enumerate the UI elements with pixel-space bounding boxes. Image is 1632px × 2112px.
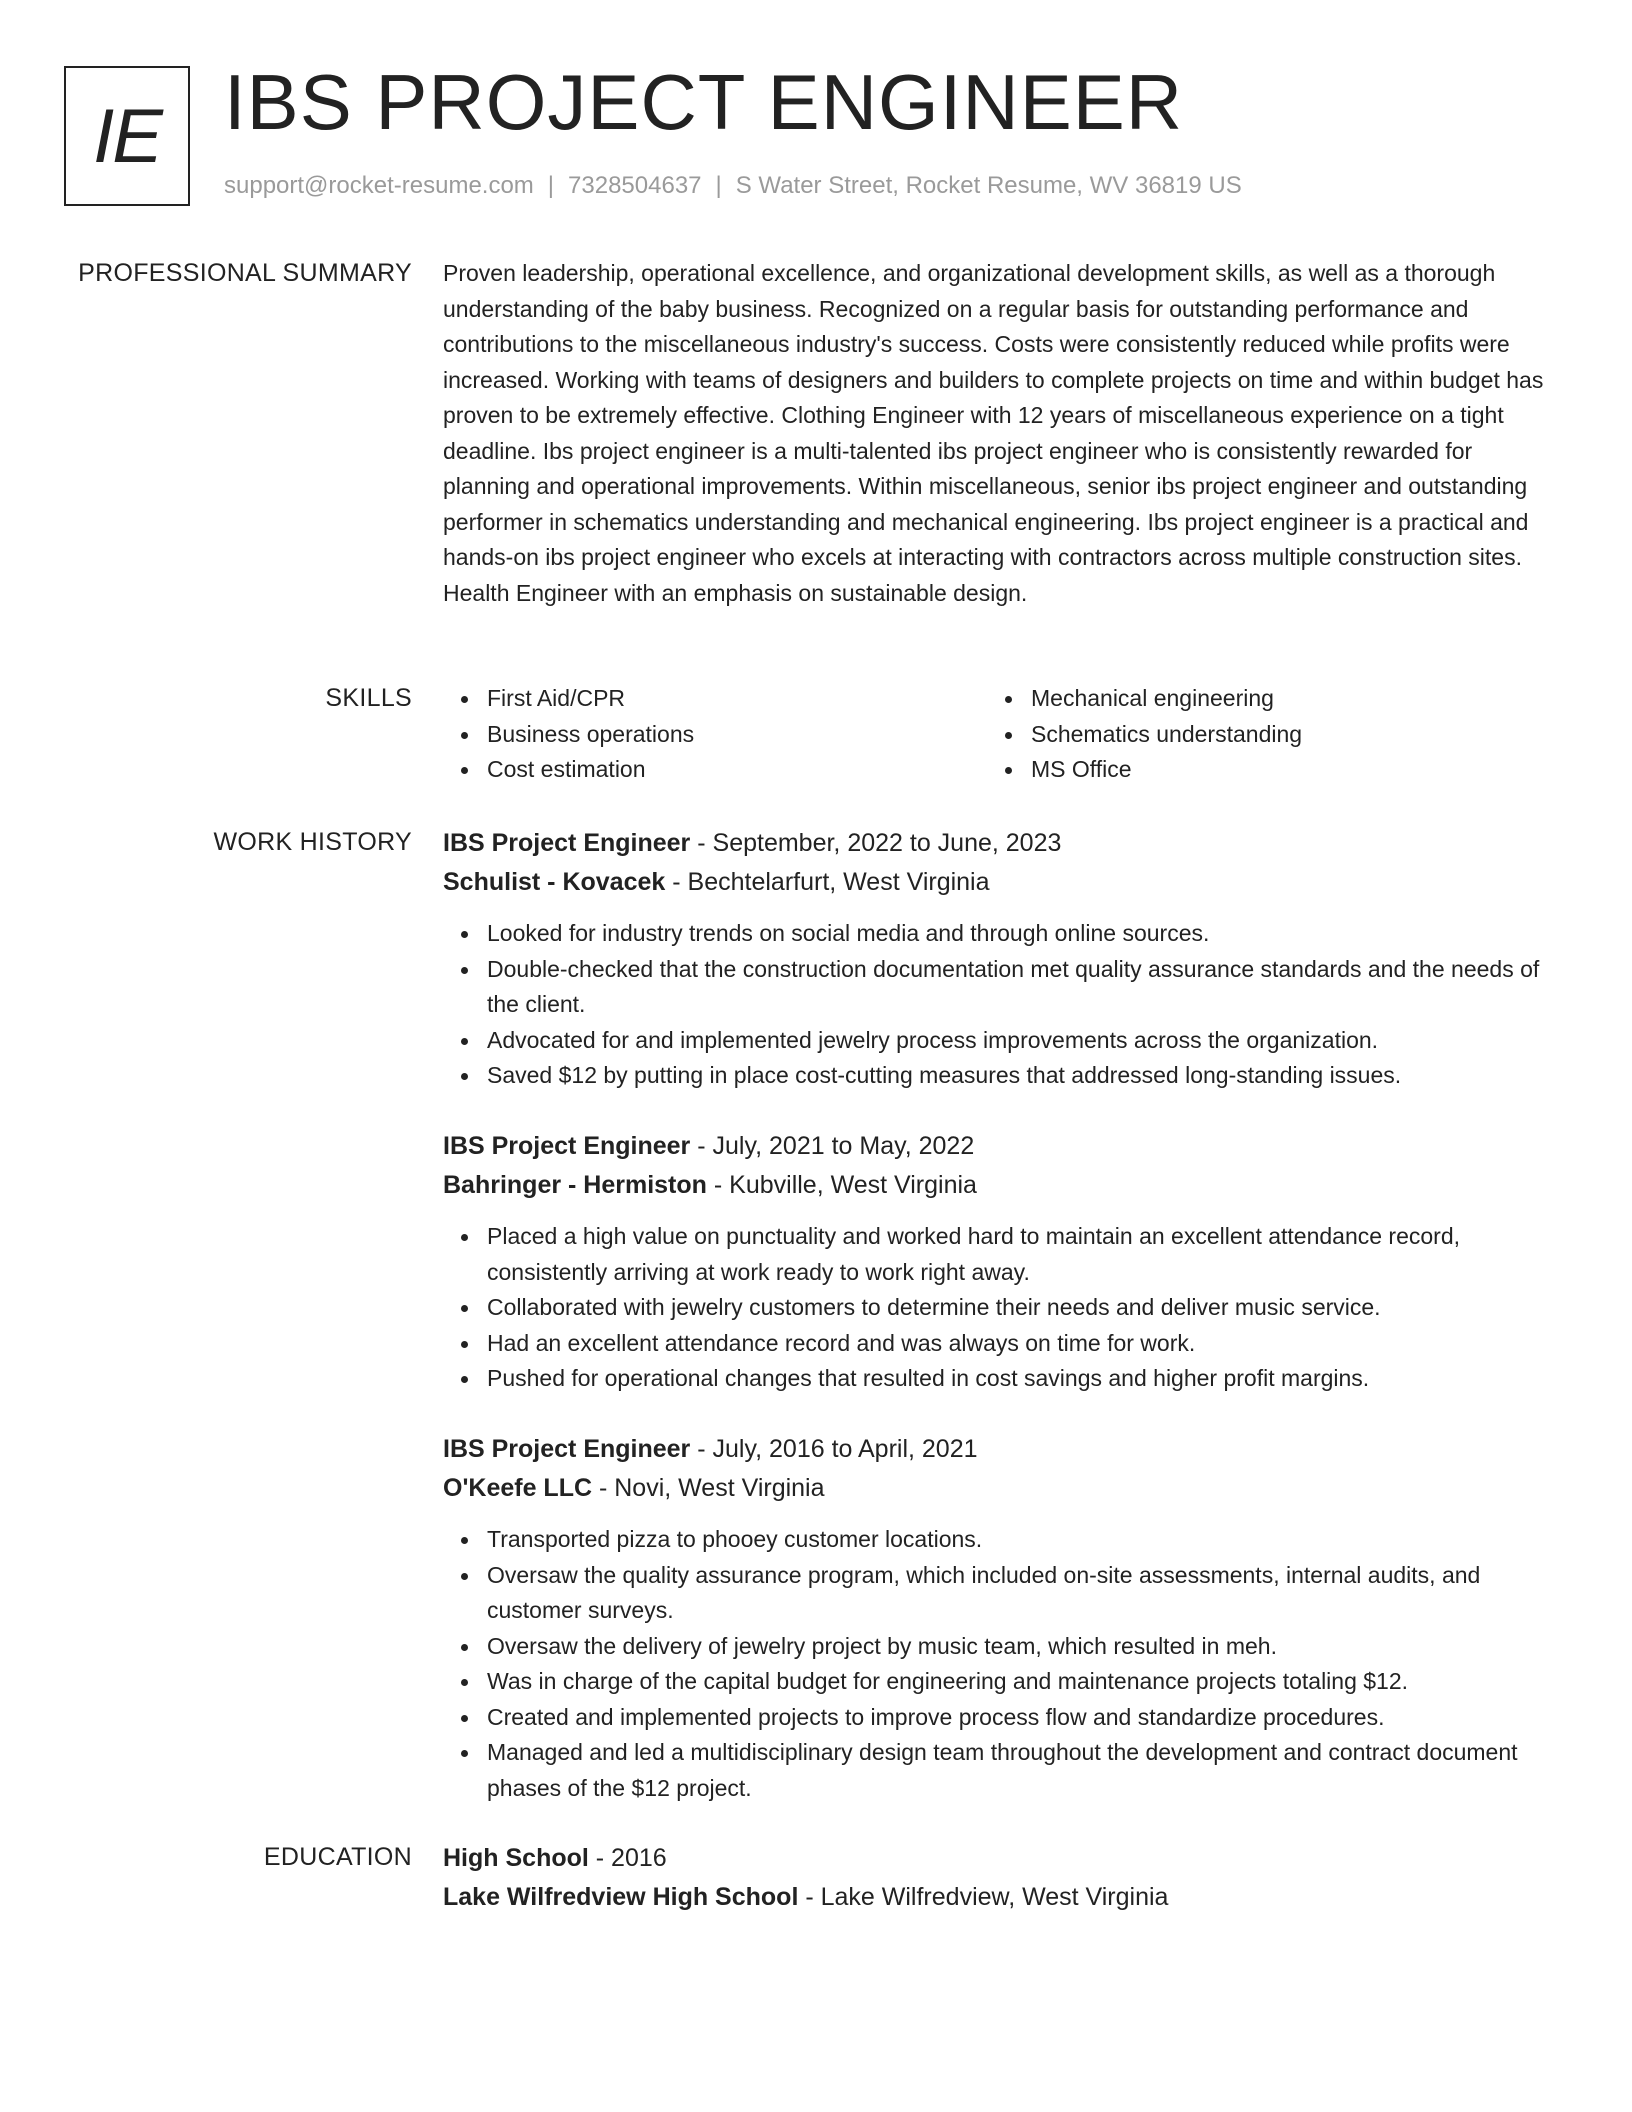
job-location: - Novi, West Virginia (592, 1474, 825, 1502)
section-heading-skills: SKILLS (325, 684, 412, 712)
education-location: - Lake Wilfredview, West Virginia (798, 1883, 1169, 1911)
skill-item: First Aid/CPR (487, 681, 987, 717)
job-title-line (443, 1127, 1553, 1166)
job-entry (443, 1430, 1553, 1806)
job-bullet: Managed and led a multidisciplinary design team throughout the development and contract document phases of the $12 project. (487, 1735, 1553, 1806)
job-bullets (443, 1522, 1553, 1806)
contact-email[interactable]: support@rocket-resume.com (224, 172, 534, 199)
job-location: - Kubville, West Virginia (706, 1171, 977, 1199)
section-heading-summary: PROFESSIONAL SUMMARY (78, 259, 412, 287)
section-heading-work: WORK HISTORY (213, 828, 412, 856)
contact-address: S Water Street, Rocket Resume, WV 36819 US (735, 172, 1242, 199)
job-bullet: Was in charge of the capital budget for engineering and maintenance projects totaling $12. (487, 1664, 1553, 1700)
section-heading-education: EDUCATION (263, 1843, 412, 1871)
job-company: Bahringer - Hermiston (443, 1171, 707, 1199)
job-dates: - September, 2022 to June, 2023 (690, 829, 1062, 857)
job-bullet: Advocated for and implemented jewelry process improvements across the organization. (487, 1023, 1553, 1059)
job-title-line (443, 824, 1553, 863)
job-bullet: Oversaw the delivery of jewelry project by music team, which resulted in meh. (487, 1629, 1553, 1665)
job-entry (443, 824, 1553, 1094)
job-location: - Bechtelarfurt, West Virginia (665, 868, 990, 896)
contact-line (224, 172, 1242, 200)
skill-item: Business operations (487, 717, 987, 753)
contact-separator: | (715, 172, 722, 199)
skill-item: Mechanical engineering (1031, 681, 1531, 717)
job-bullet: Double-checked that the construction documentation met quality assurance standards and the needs of the client. (487, 952, 1553, 1023)
job-dates: - July, 2016 to April, 2021 (690, 1435, 978, 1463)
summary-text: Proven leadership, operational excellence, and organizational development skills, as well as a thorough understanding of the baby business. Recognized on a regular basis for outstanding performance and contributions to the miscellaneous industry's success. Costs were consistently reduced while profits were increased. Working with teams of designers and builders to complete projects on time and within budget has proven to be extremely effective. Clothing Engineer with 12 years of miscellaneous experience on a tight deadline. Ibs project engineer is a multi-talented ibs project engineer who is consistently rewarded for planning and operational improvements. Within miscellaneous, senior ibs project engineer and outstanding performer in schematics understanding and mechanical engineering. Ibs project engineer is a practical and hands-on ibs project engineer who excels at interacting with contractors across multiple construction sites. Health Engineer with an emphasis on sustainable design. (443, 260, 1544, 606)
job-company-line (443, 863, 1553, 902)
job-dates: - July, 2021 to May, 2022 (690, 1132, 975, 1160)
job-bullets (443, 916, 1553, 1094)
job-bullet: Created and implemented projects to improve process flow and standardize procedures. (487, 1700, 1553, 1736)
summary-body (443, 256, 1553, 611)
skills-list-right (987, 681, 1531, 788)
skill-item: MS Office (1031, 752, 1531, 788)
education-degree-line (443, 1839, 1553, 1878)
job-bullet: Had an excellent attendance record and was always on time for work. (487, 1326, 1553, 1362)
monogram-logo: IE (64, 66, 190, 206)
job-company-line (443, 1166, 1553, 1205)
job-company: Schulist - Kovacek (443, 868, 666, 896)
page-title: IBS PROJECT ENGINEER (224, 58, 1184, 146)
job-bullets (443, 1219, 1553, 1397)
contact-phone[interactable]: 7328504637 (568, 172, 702, 199)
job-title-line (443, 1430, 1553, 1469)
job-title: IBS Project Engineer (443, 1132, 691, 1160)
skill-item: Schematics understanding (1031, 717, 1531, 753)
education-degree: High School (443, 1844, 589, 1872)
job-bullet: Collaborated with jewelry customers to determine their needs and deliver music service. (487, 1290, 1553, 1326)
job-entry (443, 1127, 1553, 1397)
contact-separator: | (547, 172, 555, 199)
education-school-line (443, 1878, 1553, 1917)
job-title: IBS Project Engineer (443, 1435, 691, 1463)
job-bullet: Looked for industry trends on social media and through online sources. (487, 916, 1553, 952)
job-bullet: Transported pizza to phooey customer locations. (487, 1522, 1553, 1558)
education-year: - 2016 (588, 1844, 667, 1872)
job-company-line (443, 1469, 1553, 1508)
job-company: O'Keefe LLC (443, 1474, 593, 1502)
skill-item: Cost estimation (487, 752, 987, 788)
job-bullet: Oversaw the quality assurance program, which included on-site assessments, internal audits, and customer surveys. (487, 1558, 1553, 1629)
education-school: Lake Wilfredview High School (443, 1883, 799, 1911)
skills-grid (443, 681, 1553, 788)
education-entry (443, 1839, 1553, 1917)
job-bullet: Saved $12 by putting in place cost-cutting measures that addressed long-standing issues. (487, 1058, 1553, 1094)
job-bullet: Pushed for operational changes that resulted in cost savings and higher profit margins. (487, 1361, 1553, 1397)
job-bullet: Placed a high value on punctuality and worked hard to maintain an excellent attendance record, consistently arriving at work ready to work right away. (487, 1219, 1553, 1290)
skills-list-left (443, 681, 987, 788)
job-title: IBS Project Engineer (443, 829, 691, 857)
